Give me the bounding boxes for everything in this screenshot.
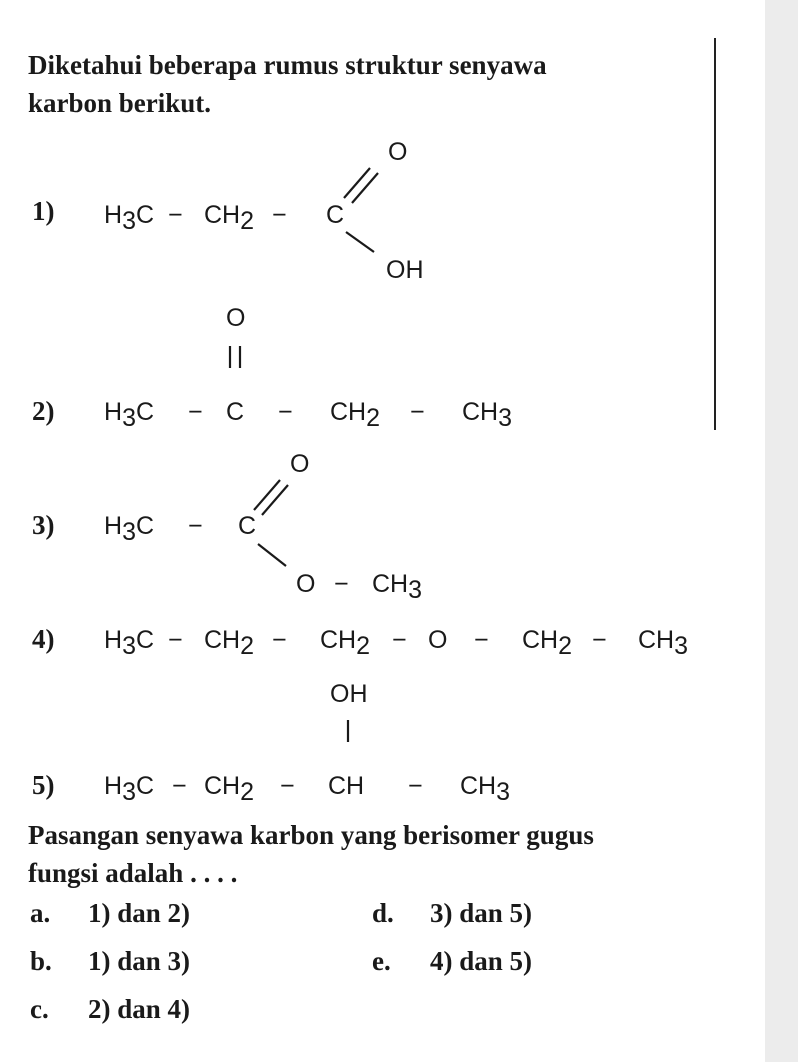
s2-bond-2: − <box>278 398 293 426</box>
option-b-letter: b. <box>30 946 52 976</box>
option-b[interactable] <box>30 946 190 977</box>
s4-bond-1: − <box>168 626 183 654</box>
structure-number-4: 4) <box>32 624 55 654</box>
s3-o: O <box>290 450 310 478</box>
option-a[interactable] <box>30 898 190 929</box>
s5-oh: OH <box>330 680 368 708</box>
s5-bond-2: − <box>280 772 295 800</box>
s1-double-bond-a <box>344 168 370 198</box>
structure-5 <box>104 680 510 806</box>
s4-ch3: CH3 <box>638 626 689 660</box>
s1-ch2: CH2 <box>204 201 255 235</box>
question-line-1: Pasangan senyawa karbon yang berisomer gugus <box>28 820 594 850</box>
s3-o2: O <box>296 570 316 598</box>
s5-bond-1: − <box>172 772 187 800</box>
option-c-letter: c. <box>30 994 49 1024</box>
s1-o: O <box>388 138 408 166</box>
s2-bond-3: − <box>410 398 425 426</box>
option-d[interactable] <box>372 898 532 929</box>
s3-double-bond-a <box>254 480 280 510</box>
s2-h3c: H3C <box>104 398 155 432</box>
s4-bond-4: − <box>474 626 489 654</box>
s4-ch2-b: CH2 <box>320 626 371 660</box>
structure-3 <box>104 450 422 604</box>
s2-ch2: CH2 <box>330 398 381 432</box>
s5-ch: CH <box>328 772 365 800</box>
s2-ch3: CH3 <box>462 398 513 432</box>
s5-bond-3: − <box>408 772 423 800</box>
question-line-2: fungsi adalah . . . . <box>28 858 238 888</box>
option-d-text: 3) dan 5) <box>430 898 533 928</box>
structure-number-2: 2) <box>32 396 55 426</box>
structure-1 <box>104 138 424 284</box>
s3-h3c: H3C <box>104 512 155 546</box>
s4-bond-5: − <box>592 626 607 654</box>
s3-bond-2: − <box>334 570 349 598</box>
s3-ch3: CH3 <box>372 570 423 604</box>
s3-bond-1: − <box>188 512 203 540</box>
s4-ch2-a: CH2 <box>204 626 255 660</box>
s4-h3c: H3C <box>104 626 155 660</box>
s1-bond-2: − <box>272 201 287 229</box>
s4-bond-2: − <box>272 626 287 654</box>
s2-bond-1: − <box>188 398 203 426</box>
option-e-text: 4) dan 5) <box>430 946 533 976</box>
option-b-text: 1) dan 3) <box>88 946 191 976</box>
structure-4 <box>104 626 688 660</box>
s5-ch3: CH3 <box>460 772 511 806</box>
s1-double-bond-b <box>352 173 378 203</box>
intro-line-2: karbon berikut. <box>28 88 212 118</box>
structure-number-3: 3) <box>32 510 55 540</box>
s3-double-bond-b <box>262 485 288 515</box>
structure-2 <box>104 304 512 432</box>
option-e-letter: e. <box>372 946 391 976</box>
intro-line-1: Diketahui beberapa rumus struktur senyawa <box>28 50 547 80</box>
option-e[interactable] <box>372 946 532 977</box>
s5-ch2: CH2 <box>204 772 255 806</box>
option-d-letter: d. <box>372 898 394 928</box>
structure-number-5: 5) <box>32 770 55 800</box>
s2-o: O <box>226 304 246 332</box>
s4-ch2-c: CH2 <box>522 626 573 660</box>
s4-o: O <box>428 626 448 654</box>
s1-h3c: H3C <box>104 201 155 235</box>
s3-single-bond <box>258 544 286 566</box>
s3-c: C <box>238 512 257 540</box>
s1-bond-1: − <box>168 201 183 229</box>
option-c[interactable] <box>30 994 190 1025</box>
structure-number-1: 1) <box>32 196 55 226</box>
option-a-text: 1) dan 2) <box>88 898 191 928</box>
s1-single-bond <box>346 232 374 252</box>
option-c-text: 2) dan 4) <box>88 994 191 1024</box>
option-a-letter: a. <box>30 898 51 928</box>
s5-h3c: H3C <box>104 772 155 806</box>
s1-c: C <box>326 201 345 229</box>
s2-c: C <box>226 398 245 426</box>
s1-oh: OH <box>386 256 424 284</box>
s4-bond-3: − <box>392 626 407 654</box>
